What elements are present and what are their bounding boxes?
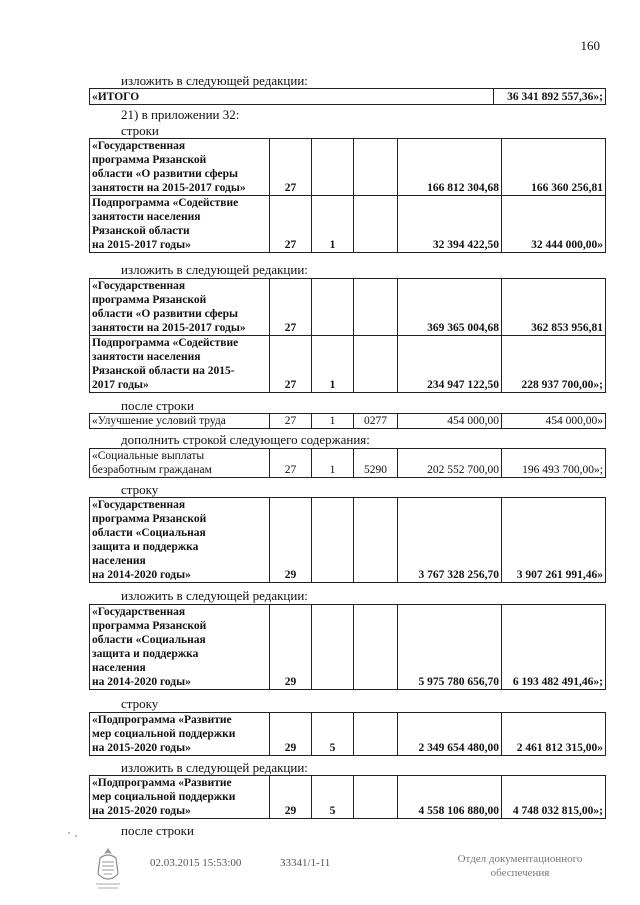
row-name-line: населения — [92, 662, 146, 674]
row-name — [90, 196, 270, 253]
code-chapter: 27 — [270, 139, 312, 196]
row-name — [90, 605, 270, 690]
amount-2017: 166 360 256,81 — [502, 139, 606, 196]
row-name — [90, 279, 270, 336]
code-subprogram — [312, 279, 354, 336]
amount-2017: 3 907 261 991,46» — [502, 498, 606, 583]
row-name-line: программа Рязанской — [92, 513, 207, 525]
row-name — [90, 336, 270, 393]
row-name-line: занятости на 2015-2017 годы» — [92, 322, 246, 334]
row-name-line: населения — [92, 555, 146, 567]
row-name-line: на 2015-2020 годы» — [92, 742, 191, 754]
caption-amend-2: изложить в следующей редакции: — [121, 262, 308, 277]
table-row — [90, 414, 606, 429]
row-name-line: защита и поддержка — [92, 648, 199, 660]
amount-2016: 2 349 654 480,00 — [398, 713, 502, 756]
table-row — [90, 196, 606, 253]
code-chapter: 27 — [270, 336, 312, 393]
row-name — [90, 498, 270, 583]
table-row — [90, 713, 606, 756]
scan-dust — [75, 835, 77, 837]
table-block-2 — [89, 278, 606, 393]
code-subprogram: 1 — [312, 414, 354, 429]
caption-appendix: 21) в приложении 32: — [121, 107, 240, 122]
code-article — [354, 279, 398, 336]
row-name — [90, 776, 270, 819]
caption-amend-3: изложить в следующей редакции: — [121, 588, 308, 603]
table-block-4 — [89, 448, 606, 478]
row-name-line: занятости на 2015-2017 годы» — [92, 182, 246, 194]
table-row — [90, 498, 606, 583]
code-article — [354, 336, 398, 393]
amount-2016: 202 552 700,00 — [398, 449, 502, 478]
table-block-8 — [89, 775, 606, 819]
code-subprogram — [312, 605, 354, 690]
row-name-line: программа Рязанской — [92, 620, 207, 632]
code-chapter: 27 — [270, 414, 312, 429]
caption-add-row: дополнить строкой следующего содержания: — [121, 432, 370, 447]
row-name — [90, 713, 270, 756]
table-block-6 — [89, 604, 606, 690]
amount-2017: 32 444 000,00» — [502, 196, 606, 253]
table-block-3 — [89, 413, 606, 429]
amount-2017: 362 853 956,81 — [502, 279, 606, 336]
row-name — [90, 414, 270, 429]
table-block-1 — [89, 138, 606, 253]
row-name-line: занятости населения — [92, 351, 201, 363]
caption-row-1: строку — [121, 482, 159, 497]
caption-amend-4: изложить в следующей редакции: — [121, 760, 308, 775]
table-block-7 — [89, 712, 606, 756]
itogo-value: 36 341 892 557,36»; — [494, 89, 606, 105]
row-name-line: на 2014-2020 годы» — [92, 569, 191, 581]
row-name-line: Подпрограмма «Содействие — [92, 337, 239, 349]
row-name-line: «Государственная — [92, 280, 186, 292]
row-name-line: на 2015-2020 годы» — [92, 805, 191, 817]
caption-row-2: строку — [121, 696, 159, 711]
row-name-line: занятости населения — [92, 211, 201, 223]
code-article — [354, 498, 398, 583]
footer-datetime: 02.03.2015 15:53:00 — [150, 857, 242, 869]
code-subprogram — [312, 139, 354, 196]
code-subprogram: 5 — [312, 776, 354, 819]
table-row — [90, 449, 606, 478]
code-article — [354, 139, 398, 196]
code-article: 5290 — [354, 449, 398, 478]
stamp-line-2: обеспечения — [490, 867, 550, 879]
stamp-line-1: Отдел документационного — [457, 853, 583, 865]
table-row — [90, 605, 606, 690]
table-row — [90, 776, 606, 819]
row-name-line: на 2014-2020 годы» — [92, 676, 191, 688]
amount-2017: 454 000,00» — [502, 414, 606, 429]
row-name-line: программа Рязанской — [92, 294, 207, 306]
row-name-line: безработным гражданам — [92, 464, 212, 476]
row-name-line: «Государственная — [92, 606, 186, 618]
row-name-line: области «Социальная — [92, 634, 206, 646]
code-subprogram: 5 — [312, 713, 354, 756]
code-subprogram — [312, 498, 354, 583]
amount-2016: 3 767 328 256,70 — [398, 498, 502, 583]
code-article — [354, 776, 398, 819]
footer-doc-id: 33341/1-11 — [280, 857, 331, 869]
code-article — [354, 605, 398, 690]
page-number: 160 — [580, 38, 600, 53]
row-name-line: «Государственная — [92, 140, 186, 152]
code-article — [354, 196, 398, 253]
amount-2016: 5 975 780 656,70 — [398, 605, 502, 690]
code-chapter: 27 — [270, 449, 312, 478]
code-subprogram: 1 — [312, 449, 354, 478]
row-name-line: мер социальной поддержки — [92, 791, 236, 803]
code-subprogram: 1 — [312, 336, 354, 393]
caption-rows: строки — [121, 123, 159, 138]
emblem-logo — [88, 844, 128, 897]
amount-2016: 4 558 106 880,00 — [398, 776, 502, 819]
itogo-label: «ИТОГО — [90, 89, 494, 105]
row-name-line: Рязанской области на 2015- — [92, 365, 235, 377]
code-chapter: 29 — [270, 498, 312, 583]
caption-amend-1: изложить в следующей редакции: — [121, 73, 308, 88]
code-chapter: 29 — [270, 605, 312, 690]
code-chapter: 29 — [270, 776, 312, 819]
row-name-line: «Улучшение условий труда — [92, 415, 226, 427]
row-name-line: программа Рязанской — [92, 154, 207, 166]
department-stamp — [445, 852, 595, 880]
code-chapter: 29 — [270, 713, 312, 756]
table-row — [90, 139, 606, 196]
row-name-line: защита и поддержка — [92, 541, 199, 553]
amount-2017: 6 193 482 491,46»; — [502, 605, 606, 690]
row-name-line: области «О развитии сферы — [92, 168, 239, 180]
itogo-table — [89, 88, 606, 105]
row-name-line: на 2015-2017 годы» — [92, 239, 191, 251]
code-article — [354, 713, 398, 756]
scan-dust — [68, 832, 70, 834]
row-name-line: «Подпрограмма «Развитие — [92, 714, 232, 726]
row-name-line: «Социальные выплаты — [92, 450, 205, 462]
row-name-line: «Подпрограмма «Развитие — [92, 777, 232, 789]
caption-after-row-1: после строки — [121, 398, 194, 413]
amount-2017: 2 461 812 315,00» — [502, 713, 606, 756]
amount-2017: 228 937 700,00»; — [502, 336, 606, 393]
amount-2016: 454 000,00 — [398, 414, 502, 429]
code-chapter: 27 — [270, 196, 312, 253]
row-name — [90, 139, 270, 196]
code-article: 0277 — [354, 414, 398, 429]
table-row — [90, 336, 606, 393]
row-name-line: мер социальной поддержки — [92, 728, 236, 740]
amount-2016: 369 365 004,68 — [398, 279, 502, 336]
table-block-5 — [89, 497, 606, 583]
itogo-row — [90, 89, 606, 105]
code-subprogram: 1 — [312, 196, 354, 253]
amount-2016: 234 947 122,50 — [398, 336, 502, 393]
amount-2016: 32 394 422,50 — [398, 196, 502, 253]
amount-2016: 166 812 304,68 — [398, 139, 502, 196]
caption-after-row-2: после строки — [121, 823, 194, 838]
code-chapter: 27 — [270, 279, 312, 336]
row-name-line: Рязанской области — [92, 225, 190, 237]
amount-2017: 4 748 032 815,00»; — [502, 776, 606, 819]
table-row — [90, 279, 606, 336]
row-name-line: 2017 годы» — [92, 379, 149, 391]
row-name-line: «Государственная — [92, 499, 186, 511]
row-name-line: области «Социальная — [92, 527, 206, 539]
row-name-line: области «О развитии сферы — [92, 308, 239, 320]
row-name — [90, 449, 270, 478]
amount-2017: 196 493 700,00»; — [502, 449, 606, 478]
row-name-line: Подпрограмма «Содействие — [92, 197, 239, 209]
